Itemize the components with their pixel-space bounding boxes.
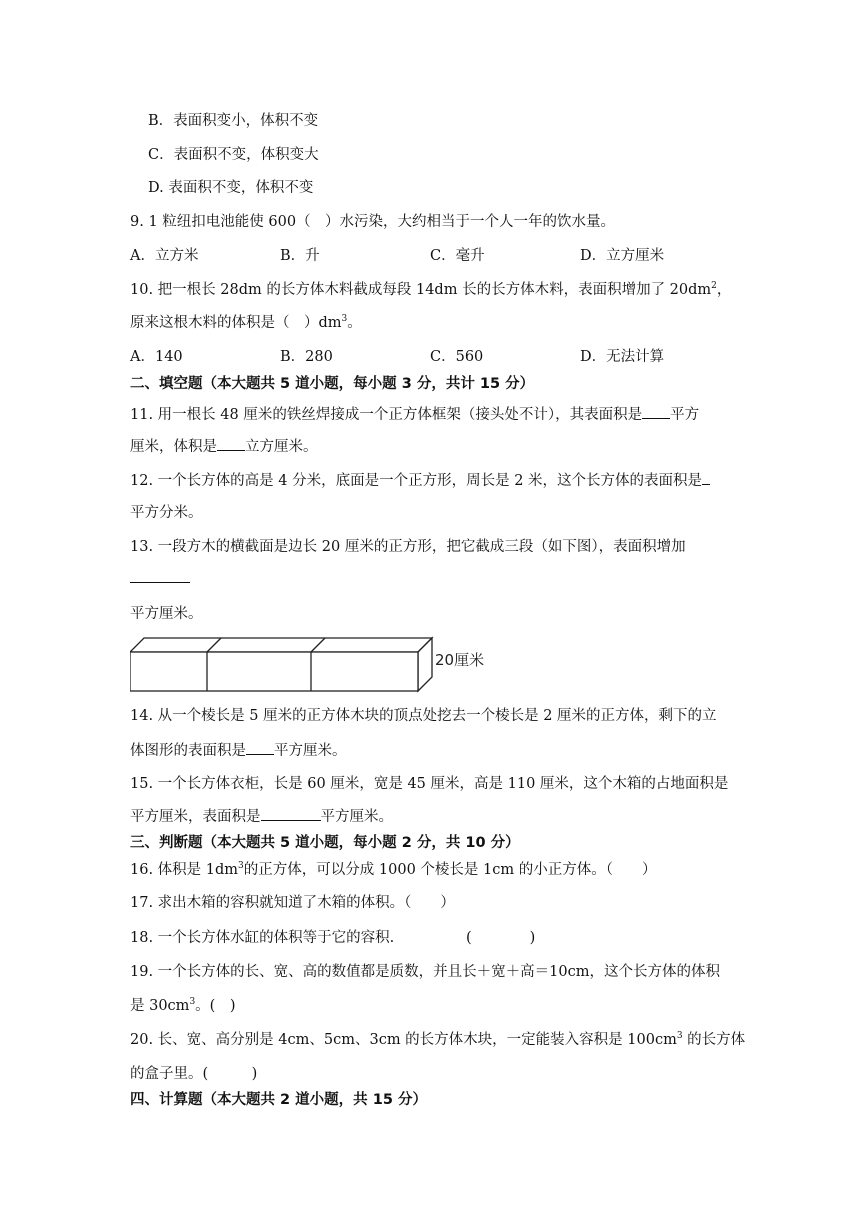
q20-line2: 的盒子里。( ) [130,1066,258,1082]
section-3-heading: 三、判断题（本大题共 5 道小题，每小题 2 分，共 10 分） [130,835,520,851]
beam-front-face [130,652,418,691]
q15-line1: 15. 一个长方体衣柜，长是 60 厘米，宽是 45 厘米，高是 110 厘米，这个木箱的占地面积是 [130,776,729,792]
q10-option-b: B．280 [280,349,333,365]
q8-option-b: B．表面积变小，体积不变 [148,113,319,129]
q20-line1: 20. 长、宽、高分别是 4cm、5cm、3cm 的长方体木块，一定能装入容积是 $100cm^3$ 的长方体 [130,1031,746,1048]
q11-line2: 厘米，体积是 立方厘米。 [130,436,318,457]
q17: 17. 求出木箱的容积就知道了木箱的体积。（ ） [130,895,455,911]
q18-statement: 18. 一个长方体水缸的体积等于它的容积. [130,930,395,946]
q12-line2: 平方分米。 [130,505,203,521]
q11-blank-2[interactable] [217,436,245,451]
q18-answer-bracket[interactable]: ( ) [466,930,536,946]
q12-blank[interactable] [702,470,710,485]
q11-blank-1[interactable] [642,404,670,419]
section-4-heading: 四、计算题（本大题共 2 道小题，共 15 分） [130,1092,427,1108]
q19-line1: 19. 一个长方体的长、宽、高的数值都是质数，并且长＋宽＋高＝10cm，这个长方体的体积 [130,964,720,980]
q14-line2: 体图形的表面积是 平方厘米。 [130,740,347,761]
q13-line1: 13. 一段方木的横截面是边长 20 厘米的正方形，把它截成三段（如下图），表面积增加 [130,539,686,555]
q9-option-b: B．升 [280,248,320,264]
q9-option-d: D．立方厘米 [580,248,665,264]
beam-top-face [130,638,432,652]
q14-line1: 14. 从一个棱长是 5 厘米的正方体木块的顶点处挖去一个棱长是 2 厘米的正方体，剩下的立 [130,708,717,724]
q13-line3: 平方厘米。 [130,606,203,622]
q11-line1: 11. 用一根长 48 厘米的铁丝焊接成一个正方体框架（接头处不计），其表面积是 平方 [130,404,699,425]
q15-blank[interactable] [261,806,321,821]
q10-option-a: A．140 [130,349,183,365]
beam-dimension-label: 20厘米 [435,651,485,669]
q10-option-c: C．560 [430,349,484,365]
q19-line2: 是 $30cm^3$。( ) [130,997,236,1014]
q9-option-c: C．毫升 [430,248,485,264]
q10-option-d: D．无法计算 [580,349,665,365]
q16: 16. 体积是 $1dm^3$的正方体，可以分成 1000 个棱长是 1cm 的小正方体。（ ） [130,861,657,878]
q10-stem-line2: 原来这根木料的体积是（ ）$dm^3$。 [130,314,362,331]
q15-line2: 平方厘米，表面积是 平方厘米。 [130,806,393,827]
section-2-heading: 二、填空题（本大题共 5 道小题，每小题 3 分，共计 15 分） [130,376,535,392]
q8-option-d: D. 表面积不变，体积不变 [148,180,314,196]
q12-line1: 12. 一个长方体的高是 4 分米，底面是一个正方形，周长是 2 米，这个长方体的表面积是 [130,470,710,491]
q10-stem-line1: 10. 把一根长 28dm 的长方体木料截成每段 14dm 长的长方体木料，表面积增加了 $20dm^2$， [130,281,732,298]
beam-figure [130,634,490,696]
q13-blank[interactable] [130,568,190,583]
q13-blank-line [130,568,190,589]
q14-blank[interactable] [246,740,274,755]
q8-option-c: C．表面积不变，体积变大 [148,147,319,163]
q9-stem: 9. 1 粒纽扣电池能使 600（ ）水污染，大约相当于一个人一年的饮水量。 [130,214,616,230]
q9-option-a: A．立方米 [130,248,199,264]
